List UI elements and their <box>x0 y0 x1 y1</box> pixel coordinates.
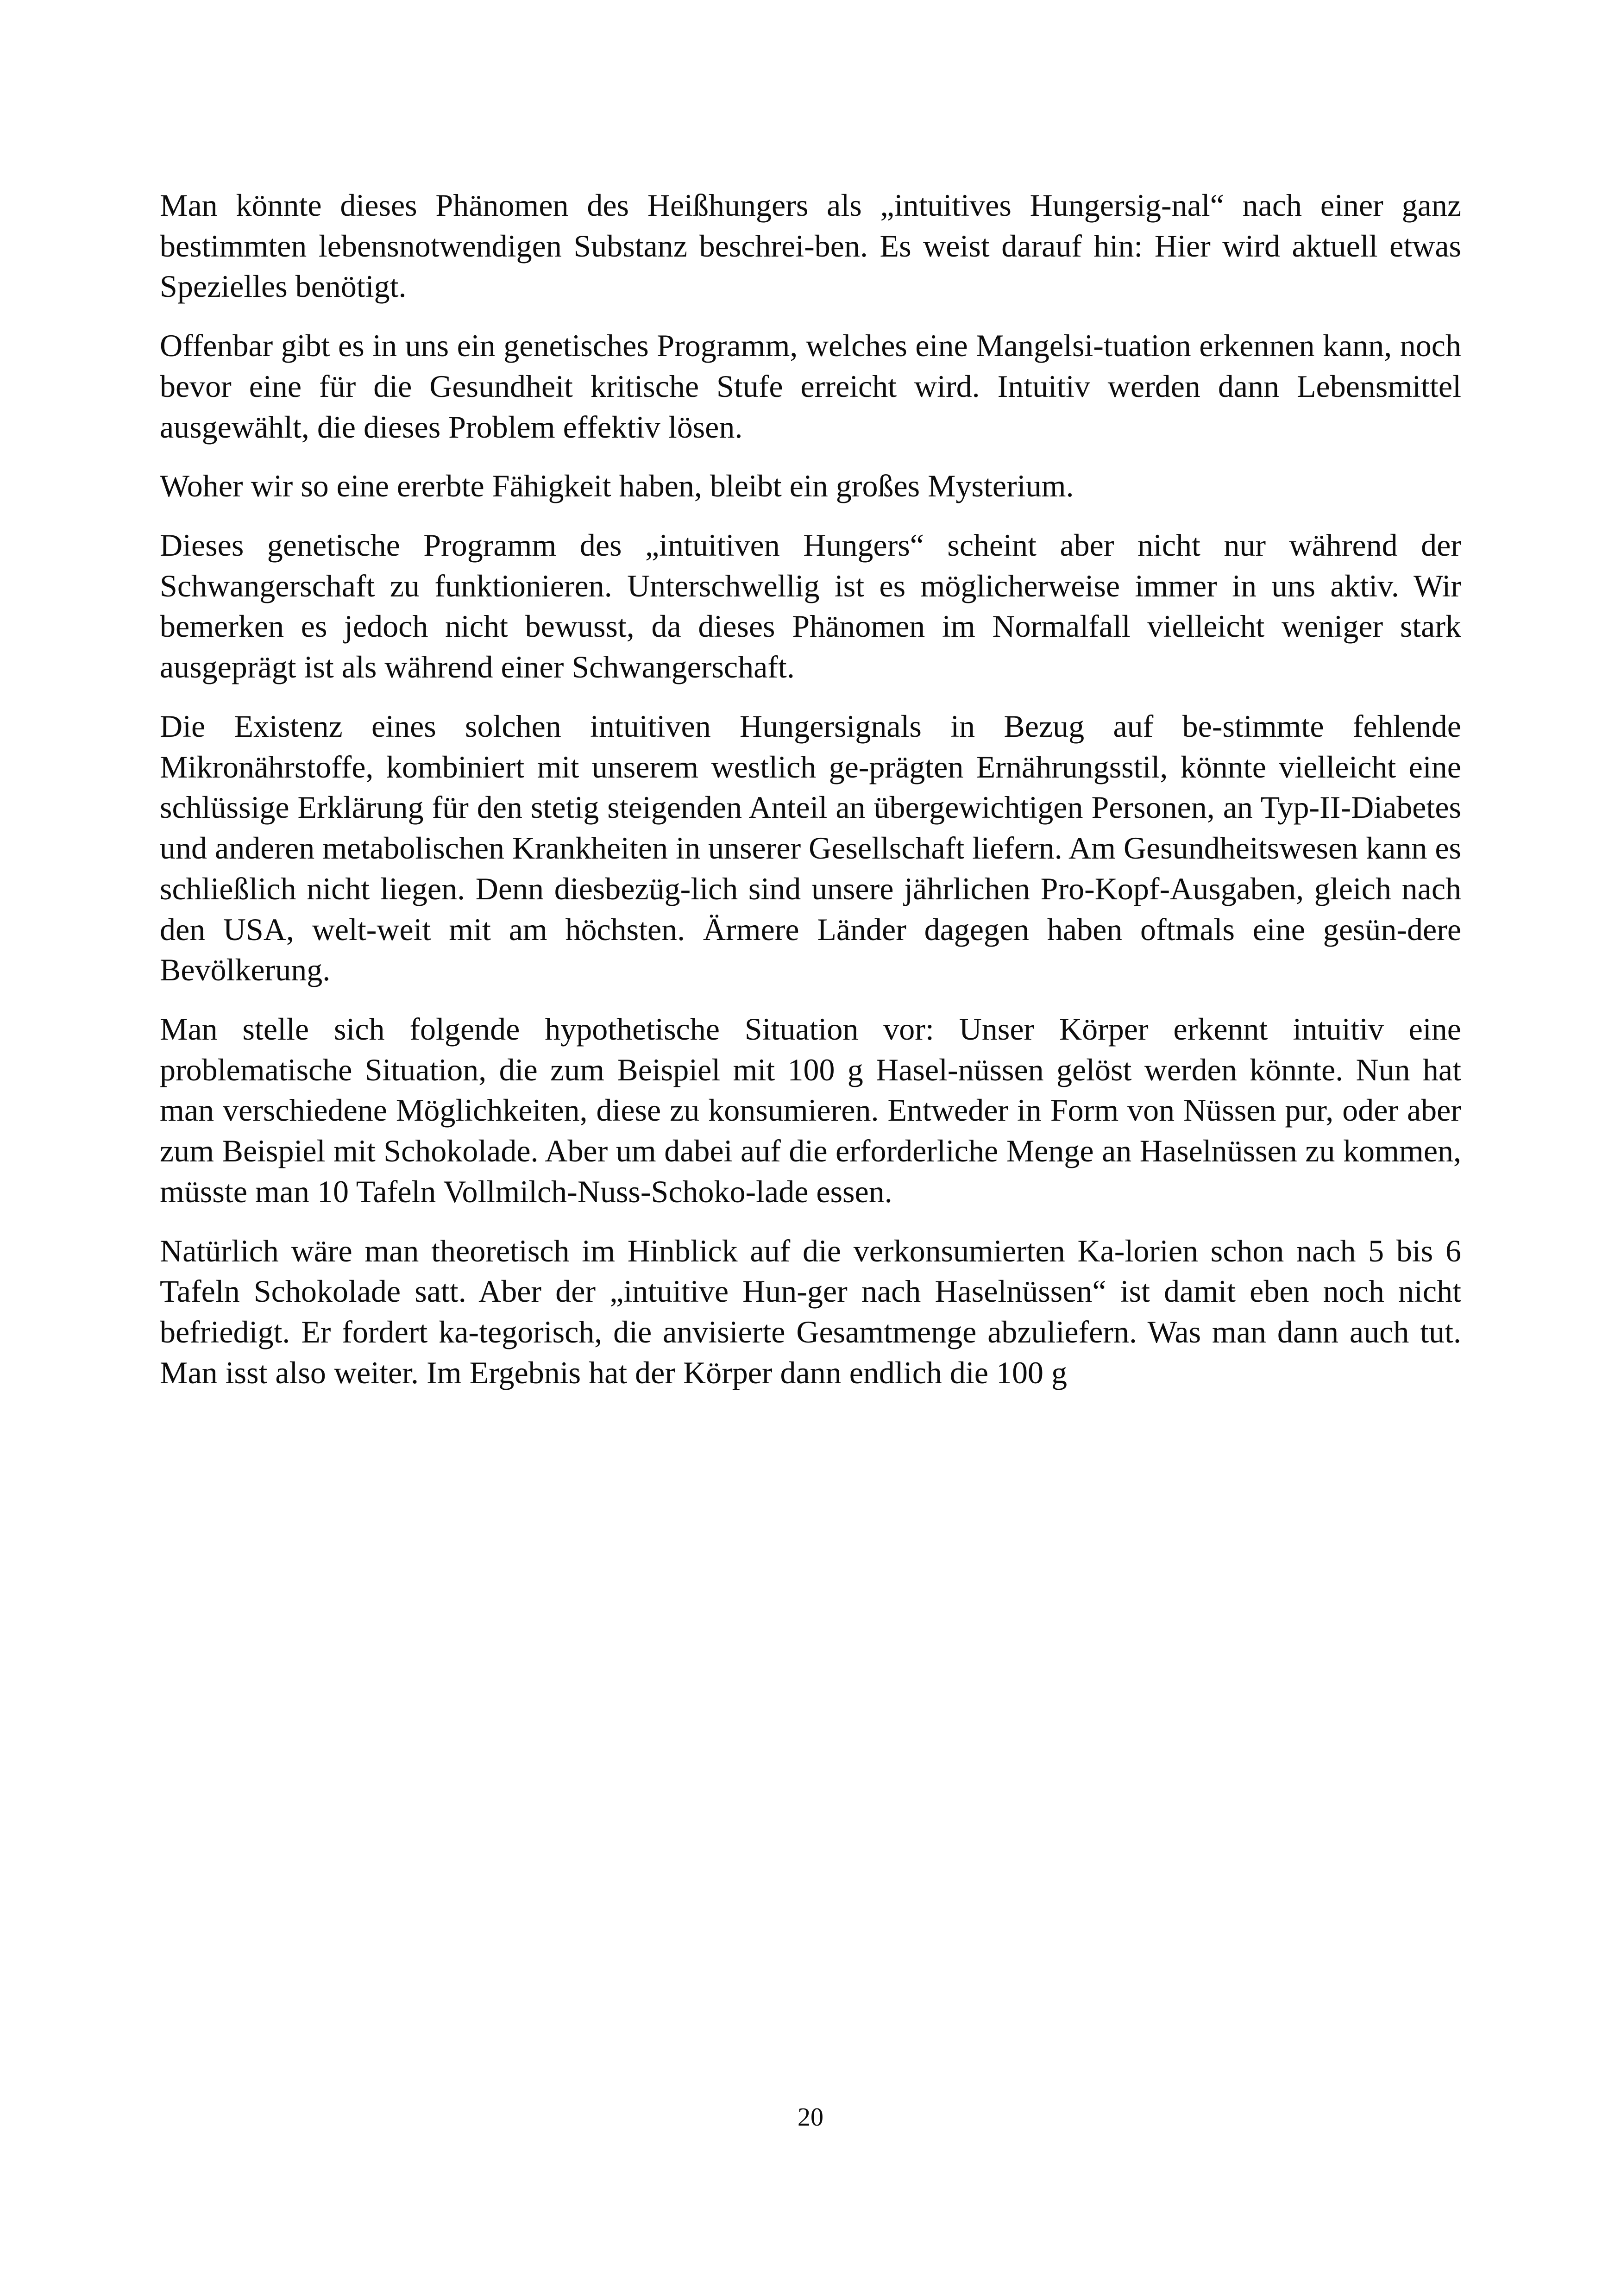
paragraph: Man stelle sich folgende hypothetische Situation vor: Unser Körper erkennt intuitiv eine problematische Situation, die zum Beispiel mit 100 g Hasel-nüssen gelöst werden könnte. Nun hat man verschiedene Möglichkeiten, diese zu konsumieren. Entweder in Form von Nüssen pur, oder aber zum Beispiel mit Schokolade. Aber um dabei auf die erforderliche Menge an Haselnüssen zu kommen, müsste man 10 Tafeln Vollmilch-Nuss-Schoko-lade essen. <box>160 1011 1461 1209</box>
paragraph: Natürlich wäre man theoretisch im Hinblick auf die verkonsumierten Ka-lorien schon nach 5 bis 6 Tafeln Schokolade satt. Aber der „intuitive Hun-ger nach Haselnüssen“ ist damit eben noch nicht befriedigt. Er fordert ka-tegorisch, die anvisierte Gesamtmenge abzuliefern. Was man dann auch tut. Man isst also weiter. Im Ergebnis hat der Körper dann endlich die 100 g <box>160 1233 1461 1390</box>
page-number: 20 <box>798 2103 823 2132</box>
paragraph: Offenbar gibt es in uns ein genetisches Programm, welches eine Mangelsi-tuation erkennen kann, noch bevor eine für die Gesundheit kritische Stufe erreicht wird. Intuitiv werden dann Lebensmittel ausgewählt, die dieses Problem effektiv lösen. <box>160 328 1461 445</box>
paragraph: Woher wir so eine ererbte Fähigkeit haben, bleibt ein großes Mysterium. <box>160 468 1074 504</box>
body-text-column <box>160 185 1461 1393</box>
paragraph: Dieses genetische Programm des „intuitiven Hungers“ scheint aber nicht nur während der Schwangerschaft zu funktionieren. Unterschwellig ist es möglicherweise immer in uns aktiv. Wir bemerken es jedoch nicht bewusst, da dieses Phänomen im Normalfall vielleicht weniger stark ausgeprägt ist als während einer Schwangerschaft. <box>160 527 1461 685</box>
paragraph: Die Existenz eines solchen intuitiven Hungersignals in Bezug auf be-stimmte fehlende Mikronährstoffe, kombiniert mit unserem westlich ge-prägten Ernährungsstil, könnte vielleicht eine schlüssige Erklärung für den stetig steigenden Anteil an übergewichtigen Personen, an Typ-II-Diabetes und anderen metabolischen Krankheiten in unserer Gesellschaft liefern. Am Gesundheitswesen kann es schließlich nicht liegen. Denn diesbezüg-lich sind unsere jährlichen Pro-Kopf-Ausgaben, gleich nach den USA, welt-weit mit am höchsten. Ärmere Länder dagegen haben oftmals eine gesün-dere Bevölkerung. <box>160 708 1461 988</box>
paragraph: Man könnte dieses Phänomen des Heißhungers als „intuitives Hungersig-nal“ nach einer ganz bestimmten lebensnotwendigen Substanz beschrei-ben. Es weist darauf hin: Hier wird aktuell etwas Spezielles benötigt. <box>160 188 1461 304</box>
